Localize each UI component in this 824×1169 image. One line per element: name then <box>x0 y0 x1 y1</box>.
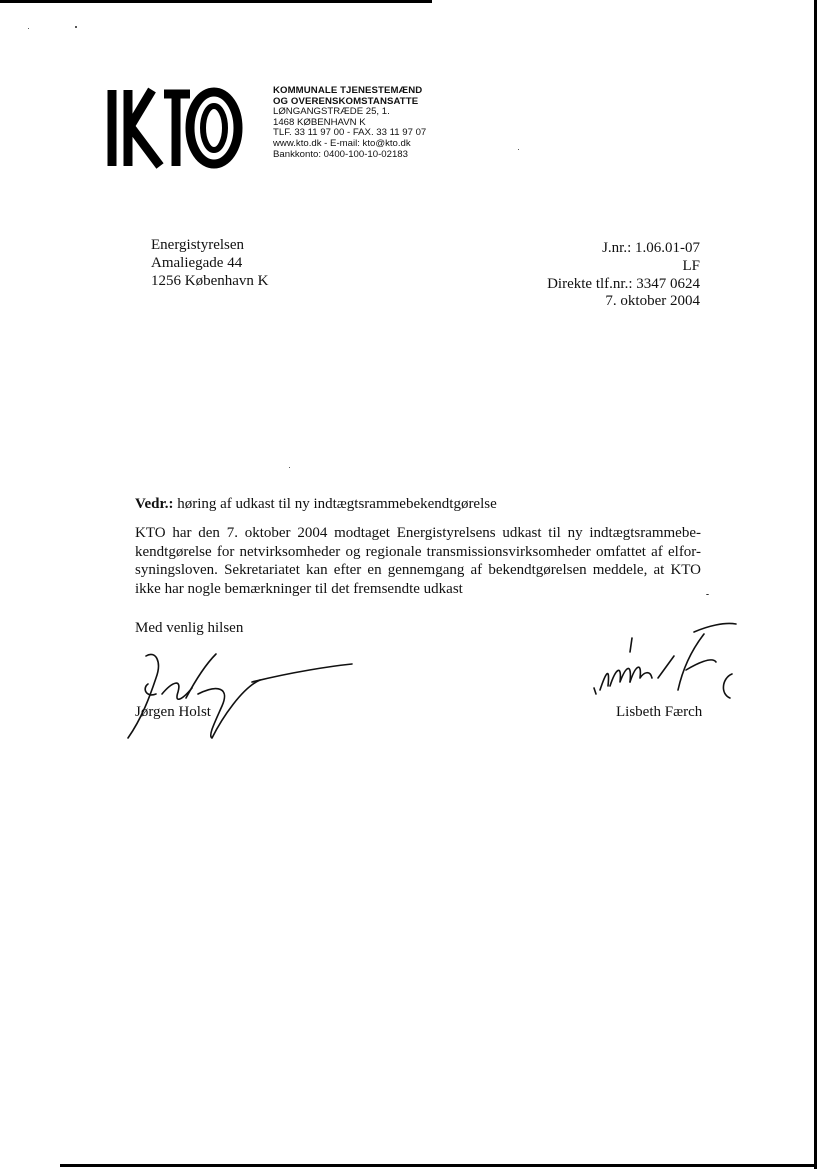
recipient-address <box>151 237 268 290</box>
signer-left-name: Jørgen Holst <box>135 704 211 720</box>
org-web-email: www.kto.dk - E-mail: kto@kto.dk <box>273 137 411 149</box>
letter-date: 7. oktober 2004 <box>605 293 700 310</box>
body-line: ikke har nogle bemærkninger til det fremsendte udkast <box>135 580 463 597</box>
org-address-line-1: LØNGANGSTRÆDE 25, 1. <box>273 106 390 118</box>
org-name-line-1: KOMMUNALE TJENESTEMÆND <box>273 85 423 96</box>
org-phone-fax: TLF. 33 11 97 00 - FAX. 33 11 97 07 <box>273 127 427 139</box>
org-address-line-2: 1468 KØBENHAVN K <box>273 116 366 128</box>
reference-block <box>547 240 700 311</box>
reference-initials: LF <box>682 257 700 274</box>
kto-logo <box>106 86 246 170</box>
body-line: syningsloven. Sekretariatet kan efter en gennemgang af bekendtgørelsen meddele, at KTO <box>135 562 701 579</box>
scan-border-bottom <box>60 1164 816 1167</box>
signature-left <box>112 648 362 744</box>
body-line: KTO har den 7. oktober 2004 modtaget Energistyrelsens udkast til ny indtægtsrammebe- <box>135 525 701 541</box>
scan-border-right <box>814 0 817 1169</box>
recipient-city: 1256 København K <box>151 272 269 289</box>
letter-body <box>135 524 701 598</box>
scan-border-top <box>0 0 432 3</box>
direct-phone: Direkte tlf.nr.: 3347 0624 <box>547 275 700 292</box>
organization-info <box>273 86 426 160</box>
subject-text: høring af udkast til ny indtægtsrammebekendtgørelse <box>177 496 497 512</box>
org-bank-account: Bankkonto: 0400-100-10-02183 <box>273 148 408 160</box>
scan-speck <box>28 28 29 29</box>
recipient-name: Energistyrelsen <box>151 237 245 253</box>
recipient-street: Amaliegade 44 <box>151 254 243 271</box>
signature-right <box>586 616 746 706</box>
scan-speck <box>706 594 709 595</box>
org-name-line-2: OG OVERENSKOMSTANSATTE <box>273 95 419 107</box>
subject-line <box>135 496 497 513</box>
closing-greeting: Med venlig hilsen <box>135 620 244 636</box>
body-line: kendtgørelse for netvirksomheder og regionale transmissionsvirksomheder omfattet af elfor- <box>135 543 701 560</box>
signer-right-name: Lisbeth Færch <box>616 704 703 720</box>
subject-label: Vedr.: <box>135 496 174 512</box>
journal-number: J.nr.: 1.06.01-07 <box>602 240 700 256</box>
scan-speck <box>289 467 290 468</box>
scan-speck <box>75 26 77 28</box>
scan-speck <box>518 149 519 150</box>
